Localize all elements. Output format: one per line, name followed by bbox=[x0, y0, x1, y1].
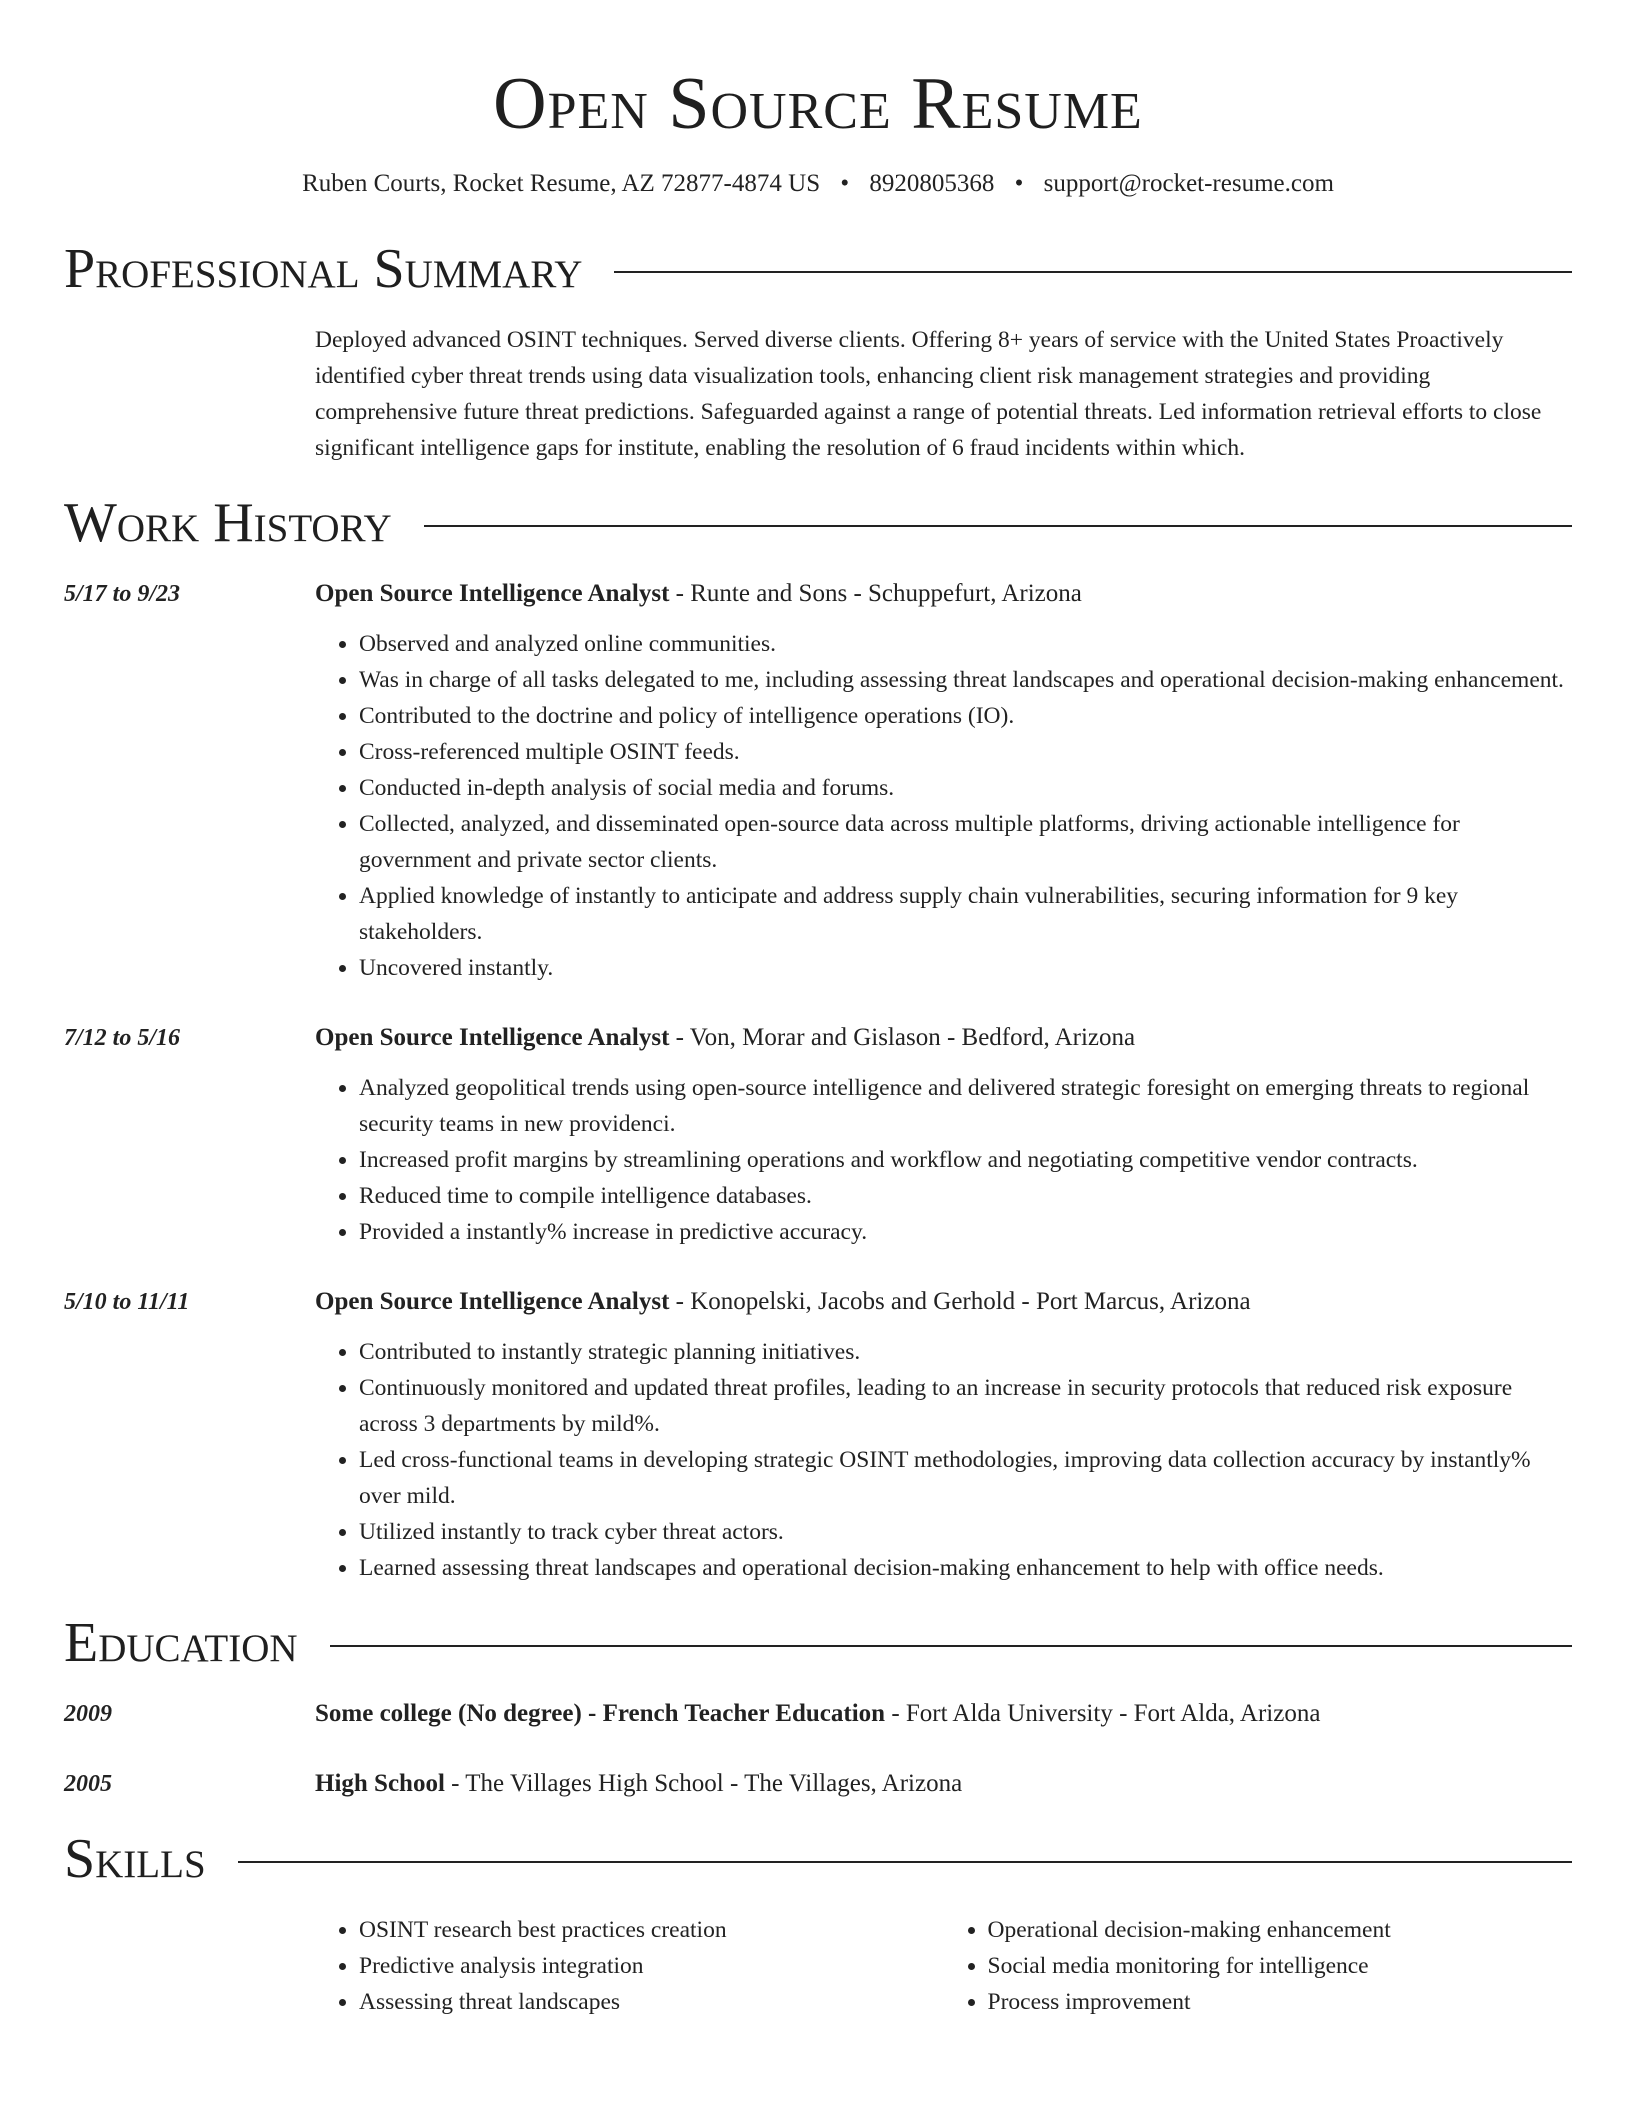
job-dates: 5/17 to 9/23 bbox=[64, 581, 181, 607]
work-section-header bbox=[64, 492, 1572, 554]
job-bullets bbox=[315, 1334, 1572, 1586]
job-title: Open Source Intelligence Analyst bbox=[315, 1288, 670, 1315]
list-item: • Conducted in-depth analysis of social media and forums. bbox=[359, 770, 1572, 806]
skills-list bbox=[315, 1912, 1572, 2020]
list-item: • Led cross-functional teams in developing strategic OSINT methodologies, improving data collection accuracy by instantly% over mild. bbox=[359, 1442, 1572, 1514]
section-divider bbox=[330, 1645, 1572, 1647]
education-heading: Education bbox=[64, 1612, 298, 1674]
education-entry bbox=[64, 1696, 1572, 1732]
job-entry bbox=[64, 576, 1572, 986]
education-heading-line bbox=[315, 1766, 1572, 1802]
education-year: 2009 bbox=[64, 1701, 112, 1727]
list-item: • Learned assessing threat landscapes and operational decision-making enhancement to help with office needs. bbox=[359, 1550, 1572, 1586]
contact-separator: • bbox=[1014, 170, 1024, 197]
list-item: • Utilized instantly to track cyber threat actors. bbox=[359, 1514, 1572, 1550]
summary-text: Deployed advanced OSINT techniques. Served diverse clients. Offering 8+ years of service with the United States Proactively identified cyber threat trends using data visualization tools, enhancing client risk management strategies and providing comprehensive future threat predictions. Safeguarded against a range of potential threats. Led information retrieval efforts to close significant intelligence gaps for institute, enabling the resolution of 6 fraud incidents within which. bbox=[315, 327, 1542, 461]
work-heading: Work History bbox=[64, 492, 392, 554]
skills-heading: Skills bbox=[64, 1828, 206, 1890]
list-item: • OSINT research best practices creation bbox=[359, 1912, 944, 1948]
job-entry bbox=[64, 1284, 1572, 1586]
education-section-header bbox=[64, 1612, 1572, 1674]
job-heading bbox=[315, 1284, 1572, 1320]
job-dates: 7/12 to 5/16 bbox=[64, 1025, 181, 1051]
job-dates: 5/10 to 11/11 bbox=[64, 1289, 190, 1315]
job-title: Open Source Intelligence Analyst bbox=[315, 580, 670, 607]
skills-column-right bbox=[944, 1912, 1573, 2020]
list-item: • Contributed to the doctrine and policy of intelligence operations (IO). bbox=[359, 698, 1572, 734]
list-item: • Observed and analyzed online communities. bbox=[359, 626, 1572, 662]
job-title: Open Source Intelligence Analyst bbox=[315, 1024, 670, 1051]
contact-line bbox=[64, 168, 1572, 200]
job-company: - Runte and Sons - Schuppefurt, Arizona bbox=[669, 580, 1082, 607]
section-divider bbox=[238, 1861, 1572, 1863]
list-item: • Cross-referenced multiple OSINT feeds. bbox=[359, 734, 1572, 770]
job-bullets bbox=[315, 1070, 1572, 1250]
skills-column-left bbox=[315, 1912, 944, 2020]
list-item: • Collected, analyzed, and disseminated open-source data across multiple platforms, driving actionable intelligence for government and private sector clients. bbox=[359, 806, 1572, 878]
list-item: • Social media monitoring for intelligence bbox=[988, 1948, 1573, 1984]
job-heading bbox=[315, 1020, 1572, 1056]
contact-phone: 8920805368 bbox=[869, 170, 995, 197]
job-bullets bbox=[315, 626, 1572, 986]
education-degree: Some college (No degree) - French Teacher Education bbox=[315, 1700, 886, 1727]
summary-section-header bbox=[64, 238, 1572, 300]
contact-separator: • bbox=[840, 170, 850, 197]
contact-address: Ruben Courts, Rocket Resume, AZ 72877-4874 US bbox=[302, 170, 821, 197]
resume-name: Open Source Resume bbox=[493, 63, 1143, 145]
list-item: • Contributed to instantly strategic planning initiatives. bbox=[359, 1334, 1572, 1370]
list-item: • Uncovered instantly. bbox=[359, 950, 1572, 986]
skills-section-header bbox=[64, 1828, 1572, 1890]
list-item: • Continuously monitored and updated threat profiles, leading to an increase in security protocols that reduced risk exposure across 3 departments by mild%. bbox=[359, 1370, 1572, 1442]
list-item: • Assessing threat landscapes bbox=[359, 1984, 944, 2020]
list-item: • Applied knowledge of instantly to anticipate and address supply chain vulnerabilities, securing information for 9 key stakeholders. bbox=[359, 878, 1572, 950]
section-divider bbox=[424, 525, 1572, 527]
list-item: • Reduced time to compile intelligence databases. bbox=[359, 1178, 1572, 1214]
education-school: - Fort Alda University - Fort Alda, Arizona bbox=[885, 1700, 1321, 1727]
list-item: • Process improvement bbox=[988, 1984, 1573, 2020]
education-year: 2005 bbox=[64, 1771, 112, 1797]
list-item: • Operational decision-making enhancement bbox=[988, 1912, 1573, 1948]
list-item: • Was in charge of all tasks delegated to me, including assessing threat landscapes and operational decision-making enhancement. bbox=[359, 662, 1572, 698]
list-item: • Provided a instantly% increase in predictive accuracy. bbox=[359, 1214, 1572, 1250]
contact-email: support@rocket-resume.com bbox=[1043, 170, 1334, 197]
list-item: • Analyzed geopolitical trends using open-source intelligence and delivered strategic foresight on emerging threats to regional security teams in new providenci. bbox=[359, 1070, 1572, 1142]
job-heading bbox=[315, 576, 1572, 612]
job-entry bbox=[64, 1020, 1572, 1250]
education-entry bbox=[64, 1766, 1572, 1802]
education-school: - The Villages High School - The Villages, Arizona bbox=[444, 1770, 963, 1797]
summary-heading: Professional Summary bbox=[64, 238, 583, 300]
job-company: - Konopelski, Jacobs and Gerhold - Port Marcus, Arizona bbox=[669, 1288, 1251, 1315]
job-company: - Von, Morar and Gislason - Bedford, Arizona bbox=[669, 1024, 1136, 1051]
list-item: • Predictive analysis integration bbox=[359, 1948, 944, 1984]
education-heading-line bbox=[315, 1696, 1572, 1732]
list-item: • Increased profit margins by streamlining operations and workflow and negotiating competitive vendor contracts. bbox=[359, 1142, 1572, 1178]
education-degree: High School bbox=[315, 1770, 445, 1797]
section-divider bbox=[614, 271, 1572, 273]
